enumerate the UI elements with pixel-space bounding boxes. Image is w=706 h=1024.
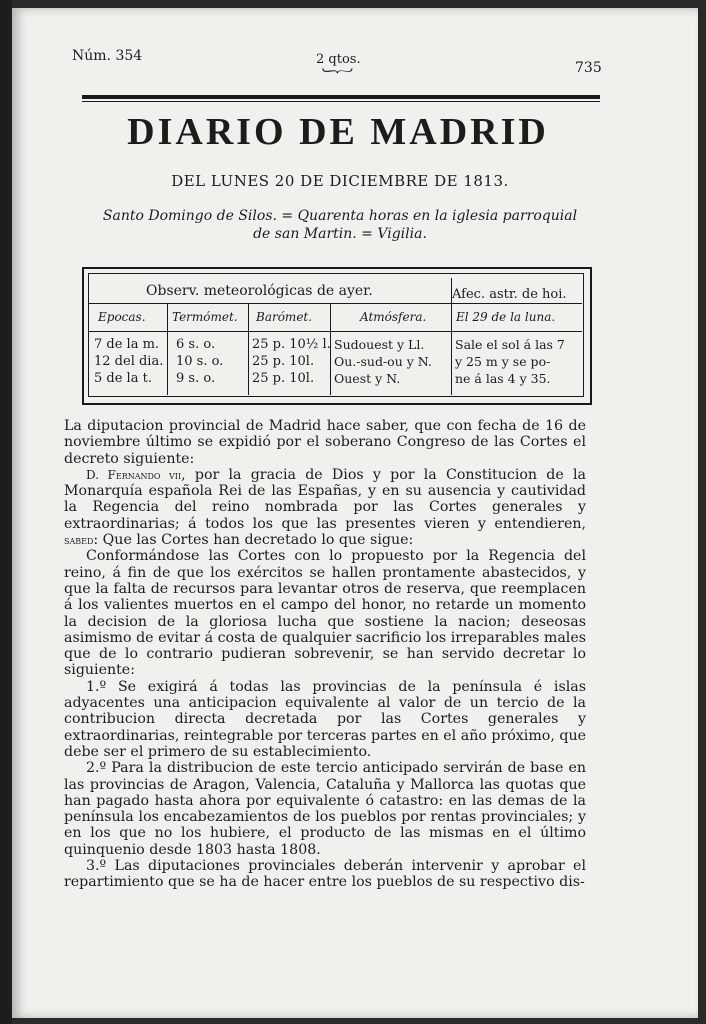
newspaper-title: DIARIO DE MADRID	[127, 111, 549, 153]
atmosfera-row: Ouest y N.	[334, 371, 401, 386]
col-divider-2	[248, 303, 249, 395]
termometro-column	[176, 336, 223, 387]
col-header-epocas: Epocas.	[98, 310, 146, 324]
barometro-row: 25 p. 10½ l.	[252, 337, 331, 352]
decree-preamble: Conformándose las Cortes con lo propuesto por la Regencia del reino, á fin de que los exércitos se hallen prontamente abastecidos, y que la falta de recursos para levantar otros de reserva, que reemplacen á los valientes muertos en el campo del honor, no retarde un momento la decision de la gloriosa lucha que sostiene la nacion; deseosas asimismo de evitar á costa de qualquier sacrificio los irreparables males que de lo contrario pudieran sobrevenir, se han servido decretar lo siguiente:	[64, 548, 586, 679]
col-divider-1	[167, 303, 168, 395]
termometro-row: 9 s. o.	[176, 371, 216, 386]
article-2: 2.º Para la distribucion de este tercio anticipado servirán de base en las provincias de Aragon, Valencia, Cataluña y Mallorca las quotas que han pagado hasta ahora por equivalente ó catastro: en las demas de la península los encabezamientos de los pueblos por rentas provinciales; y en los que no los hubiere, el producto de las mismas en el último quinquenio desde 1803 hasta 1808.	[64, 760, 586, 858]
termometro-row: 6 s. o.	[176, 337, 216, 352]
weather-divider-top	[88, 303, 582, 304]
dateline: DEL LUNES 20 DE DICIEMBRE DE 1813.	[171, 172, 509, 190]
saint-of-day	[80, 207, 600, 243]
decree-end: : Que las Cortes han decretado lo que sigue:	[93, 532, 414, 549]
luna-row: Sale el sol á las 7	[455, 337, 565, 352]
sabed-word: sabed	[64, 533, 94, 548]
page-number: 735	[575, 60, 602, 76]
col-divider-4	[451, 278, 452, 395]
weather-caption: Observ. meteorológicas de ayer.	[146, 283, 373, 299]
luna-row: ne á las 4 y 35.	[455, 371, 551, 386]
article-body	[64, 418, 586, 891]
issue-number: Núm. 354	[72, 48, 143, 64]
col-header-barometro: Barómet.	[256, 310, 313, 324]
atmosfera-row: Sudouest y Ll.	[334, 337, 425, 352]
epocas-column	[94, 336, 163, 387]
page-gutter	[0, 0, 12, 1024]
decree-paragraph	[64, 467, 586, 548]
saint-line-2: de san Martin. = Vigilia.	[253, 226, 427, 242]
col-header-luna: El 29 de la luna.	[456, 310, 556, 324]
barometro-row: 25 p. 10l.	[252, 371, 315, 386]
barometro-column	[252, 336, 331, 387]
col-header-atmosfera: Atmósfera.	[360, 310, 427, 324]
price: 2 qtos.	[316, 52, 361, 67]
saint-line-1: Santo Domingo de Silos. = Quarenta horas en la iglesia parroquial	[102, 208, 578, 224]
luna-row: y 25 m y se po-	[455, 354, 551, 369]
weather-divider-header	[88, 331, 582, 332]
article-1: 1.º Se exigirá á todas las provincias de la península é islas adyacentes una anticipacion equivalente al valor de un tercio de la contribucion directa decretada por las Cortes generales y extraordinarias, reintegrable por terceras partes en el año próximo, que debe ser el primero de su establecimiento.	[64, 678, 586, 760]
luna-column	[455, 336, 565, 387]
decree-name: D. Fernando vii	[86, 467, 182, 482]
atmosfera-row: Ou.-sud-ou y N.	[334, 354, 432, 369]
masthead-rule-thin	[82, 101, 600, 102]
col-header-termometro: Termómet.	[172, 310, 238, 324]
article-intro: La diputacion provincial de Madrid hace saber, que con fecha de 16 de noviembre último se expidió por el soberano Congreso de las Cortes el decreto siguiente:	[64, 418, 586, 467]
decree-text: , por la gracia de Dios y por la Constitucion de la Monarquía española Rei de las Españas, y en su ausencia y cautividad la Regencia del reino nombrada por las Cortes generales y extraordinarias; á todos los que las presentes vieren y entendieren,	[64, 466, 586, 532]
epoca-row: 5 de la t.	[94, 371, 152, 386]
article-3: 3.º Las diputaciones provinciales deberán intervenir y aprobar el repartimiento que se ha de hacer entre los pueblos de su respectivo dis-	[64, 858, 586, 891]
barometro-row: 25 p. 10l.	[252, 354, 315, 369]
astro-caption: Afec. astr. de hoi.	[452, 287, 567, 302]
price-brace: ︸	[322, 69, 353, 85]
atmosfera-column	[334, 336, 432, 387]
masthead-rule-thick	[82, 95, 600, 99]
termometro-row: 10 s. o.	[176, 354, 224, 369]
epoca-row: 12 del dia.	[94, 354, 164, 369]
epoca-row: 7 de la m.	[94, 337, 160, 352]
